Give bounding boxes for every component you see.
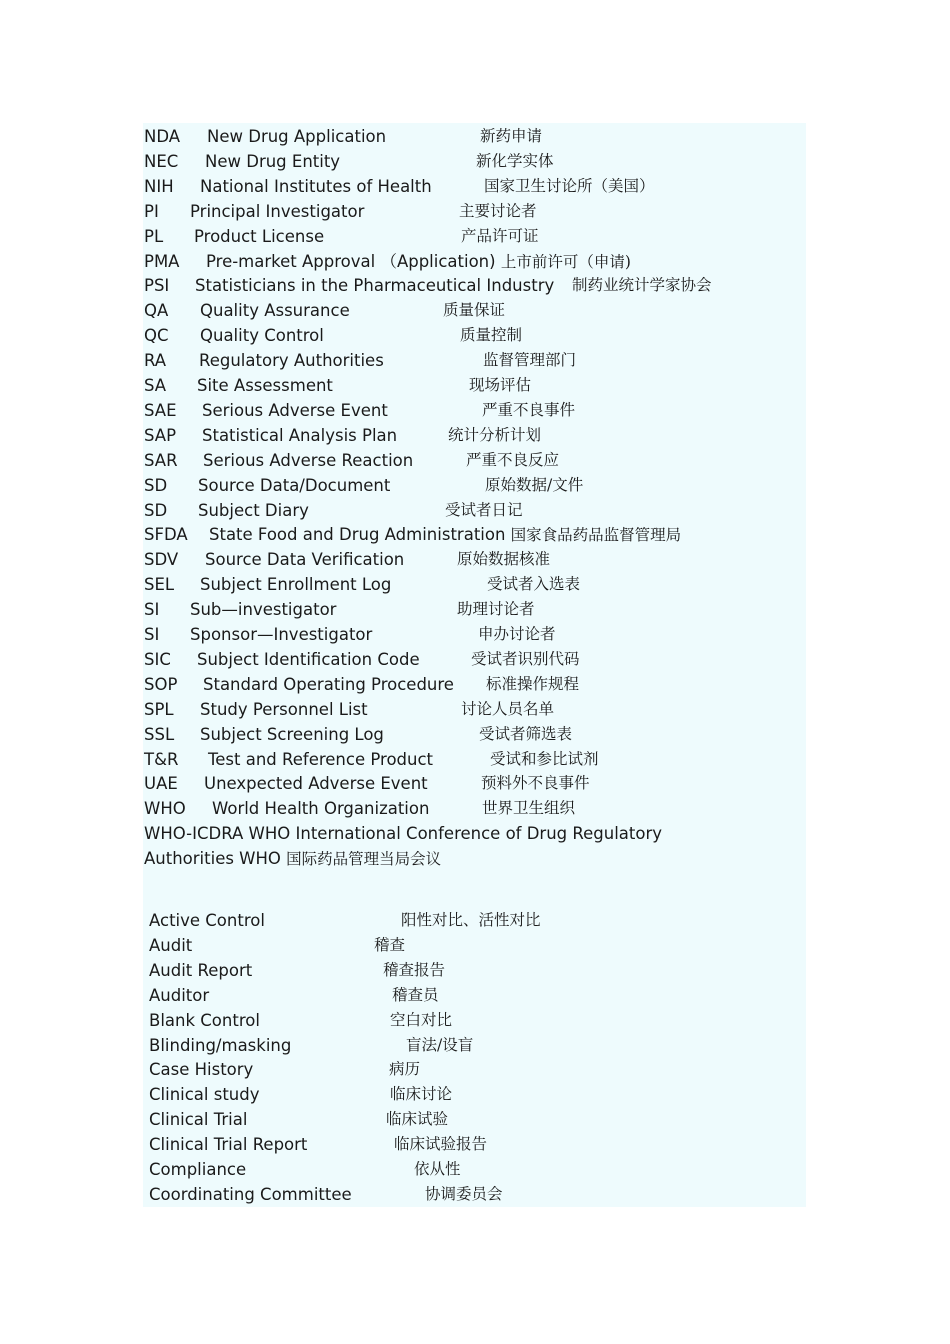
term-chinese: 稽查报告 (383, 960, 446, 979)
abbreviation-chinese: 讨论人员名单 (461, 699, 555, 718)
abbreviation-chinese: 主要讨论者 (459, 201, 537, 220)
abbreviation-english: Regulatory Authorities (199, 351, 384, 371)
term-chinese: 临床试验报告 (394, 1135, 488, 1154)
who-icdra-line-1 (144, 821, 662, 846)
abbreviation-chinese: 新化学实体 (476, 151, 554, 170)
term-chinese: 协调委员会 (425, 1184, 503, 1203)
abbreviation-inline (206, 249, 631, 275)
abbreviation-chinese: 助理讨论者 (457, 600, 535, 619)
glossary-panel (143, 123, 806, 1207)
abbreviation-code: PL (144, 226, 164, 246)
abbreviation-english: Unexpected Adverse Event (204, 774, 428, 794)
abbreviation-chinese: 严重不良反应 (466, 450, 560, 469)
term-chinese: 盲法/设盲 (406, 1035, 474, 1054)
abbreviation-code: SIC (144, 649, 171, 669)
abbreviation-english: Subject Diary (198, 500, 309, 520)
abbreviation-code: SI (144, 625, 160, 644)
term-english: Blank Control (149, 1010, 260, 1030)
abbreviation-chinese: 原始数据/文件 (485, 475, 584, 494)
abbreviation-english: Quality Control (200, 326, 324, 346)
abbreviation-english: Quality Assurance (200, 301, 350, 321)
abbreviation-english: Site Assessment (197, 376, 333, 395)
term-english: Audit Report (149, 960, 253, 980)
abbreviation-code: QA (144, 301, 169, 321)
abbreviation-english: Subject Identification Code (197, 649, 420, 669)
abbreviation-code: SAR (144, 450, 178, 470)
term-english: Audit (149, 935, 193, 955)
abbreviation-code: SI (144, 600, 160, 620)
abbreviation-english: World Health Organization (212, 799, 430, 819)
abbreviation-code: SPL (144, 699, 174, 719)
abbreviation-code: NEC (144, 151, 179, 171)
abbreviation-chinese: 严重不良事件 (482, 400, 576, 419)
abbreviation-chinese: 质量控制 (460, 326, 523, 345)
abbreviation-chinese: 受试者日记 (445, 500, 523, 519)
abbreviation-english: Statisticians in the Pharmaceutical Industry (195, 276, 555, 296)
abbreviation-english: Standard Operating Procedure (203, 674, 454, 694)
abbreviation-english: Sub—investigator (190, 600, 337, 620)
abbreviation-english: Source Data/Document (198, 475, 391, 495)
abbreviation-code: PSI (144, 276, 170, 296)
term-chinese: 临床讨论 (390, 1085, 453, 1104)
abbreviation-code: SAE (144, 400, 177, 420)
abbreviation-english: Subject Screening Log (200, 724, 384, 744)
abbreviation-english: Subject Enrollment Log (200, 575, 392, 595)
term-english: Blinding/masking (149, 1035, 292, 1055)
term-chinese: 临床试验 (386, 1110, 449, 1129)
abbreviation-chinese: 受试者筛选表 (479, 724, 573, 743)
abbreviation-english: Serious Adverse Event (202, 400, 388, 420)
abbreviation-code: PI (144, 201, 159, 221)
abbreviation-chinese: 申办讨论者 (478, 625, 556, 643)
abbreviation-chinese: 上市前许可（申请) (500, 252, 631, 271)
abbreviation-code: RA (144, 351, 167, 371)
abbreviation-chinese: 预料外不良事件 (481, 774, 590, 793)
abbreviation-inline (209, 522, 681, 548)
abbreviation-code: SDV (144, 550, 179, 570)
abbreviation-english: Principal Investigator (190, 201, 365, 221)
term-chinese: 阳性对比、活性对比 (401, 911, 541, 929)
term-english: Clinical Trial (149, 1110, 248, 1130)
abbreviation-code: WHO (144, 799, 186, 819)
abbreviation-chinese: 监督管理部门 (483, 351, 577, 370)
abbreviation-english: State Food and Drug Administration (209, 525, 506, 545)
who-icdra-zh: 国际药品管理当局会议 (286, 850, 442, 868)
term-english: Clinical Trial Report (149, 1135, 308, 1155)
abbreviation-chinese: 制药业统计学家协会 (572, 276, 712, 295)
term-english: Auditor (149, 985, 210, 1005)
abbreviation-chinese: 标准操作规程 (486, 674, 580, 693)
abbreviation-code: NIH (144, 176, 174, 196)
abbreviation-chinese: 现场评估 (469, 376, 532, 394)
abbreviation-english: New Drug Application (207, 127, 387, 146)
abbreviation-chinese: 受试和参比试剂 (490, 749, 599, 768)
abbreviation-code: NDA (144, 127, 181, 146)
term-chinese: 依从性 (414, 1160, 461, 1178)
abbreviation-english: New Drug Entity (205, 151, 341, 171)
abbreviation-chinese: 统计分析计划 (448, 425, 542, 444)
term-english: Coordinating Committee (149, 1184, 352, 1204)
abbreviation-code: SSL (144, 724, 175, 744)
term-chinese: 病历 (389, 1060, 421, 1079)
abbreviation-english: Source Data Verification (205, 550, 405, 570)
abbreviation-code: UAE (144, 774, 178, 794)
abbreviation-code: SD (144, 500, 168, 520)
term-english: Case History (149, 1060, 254, 1080)
abbreviation-code: SOP (144, 674, 178, 694)
abbreviation-english: National Institutes of Health (200, 176, 432, 196)
abbreviation-chinese: 产品许可证 (461, 226, 539, 245)
abbreviation-chinese: 受试者识别代码 (471, 649, 580, 668)
abbreviation-code: SFDA (144, 525, 188, 545)
term-chinese: 稽查员 (392, 985, 439, 1004)
term-chinese: 稽查 (374, 935, 406, 954)
abbreviation-english: Statistical Analysis Plan (202, 425, 398, 445)
who-icdra-en: Authorities WHO (144, 849, 287, 868)
abbreviation-english: Product License (194, 226, 325, 246)
who-icdra-text: WHO-ICDRA WHO International Conference of Drug Regulatory (144, 824, 663, 843)
abbreviation-code: SEL (144, 575, 175, 595)
abbreviation-code: SD (144, 475, 168, 495)
abbreviation-chinese: 质量保证 (443, 301, 506, 320)
abbreviation-english: Test and Reference Product (208, 749, 434, 769)
abbreviation-english: Pre-market Approval （Application) (206, 251, 496, 271)
abbreviation-chinese: 新药申请 (480, 127, 543, 145)
abbreviation-chinese: 世界卫生组织 (482, 799, 576, 818)
abbreviation-code: SA (144, 376, 167, 395)
abbreviation-english: Sponsor—Investigator (190, 625, 373, 644)
who-icdra-line-2 (144, 846, 441, 871)
abbreviation-english: Study Personnel List (200, 699, 368, 719)
term-english: Clinical study (149, 1085, 260, 1105)
term-chinese: 空白对比 (390, 1010, 453, 1029)
abbreviation-chinese: 受试者入选表 (487, 575, 581, 594)
abbreviation-code: T&R (144, 749, 179, 769)
abbreviation-code: QC (144, 326, 169, 346)
term-english: Compliance (149, 1160, 247, 1179)
abbreviation-code: PMA (144, 251, 180, 271)
abbreviation-code: SAP (144, 425, 177, 445)
abbreviation-english: Serious Adverse Reaction (203, 450, 414, 470)
abbreviation-chinese: 国家卫生讨论所（美国） (484, 176, 655, 195)
abbreviation-chinese: 国家食品药品监督管理局 (510, 526, 682, 545)
abbreviation-chinese: 原始数据核准 (457, 550, 551, 569)
term-english: Active Control (149, 911, 265, 930)
